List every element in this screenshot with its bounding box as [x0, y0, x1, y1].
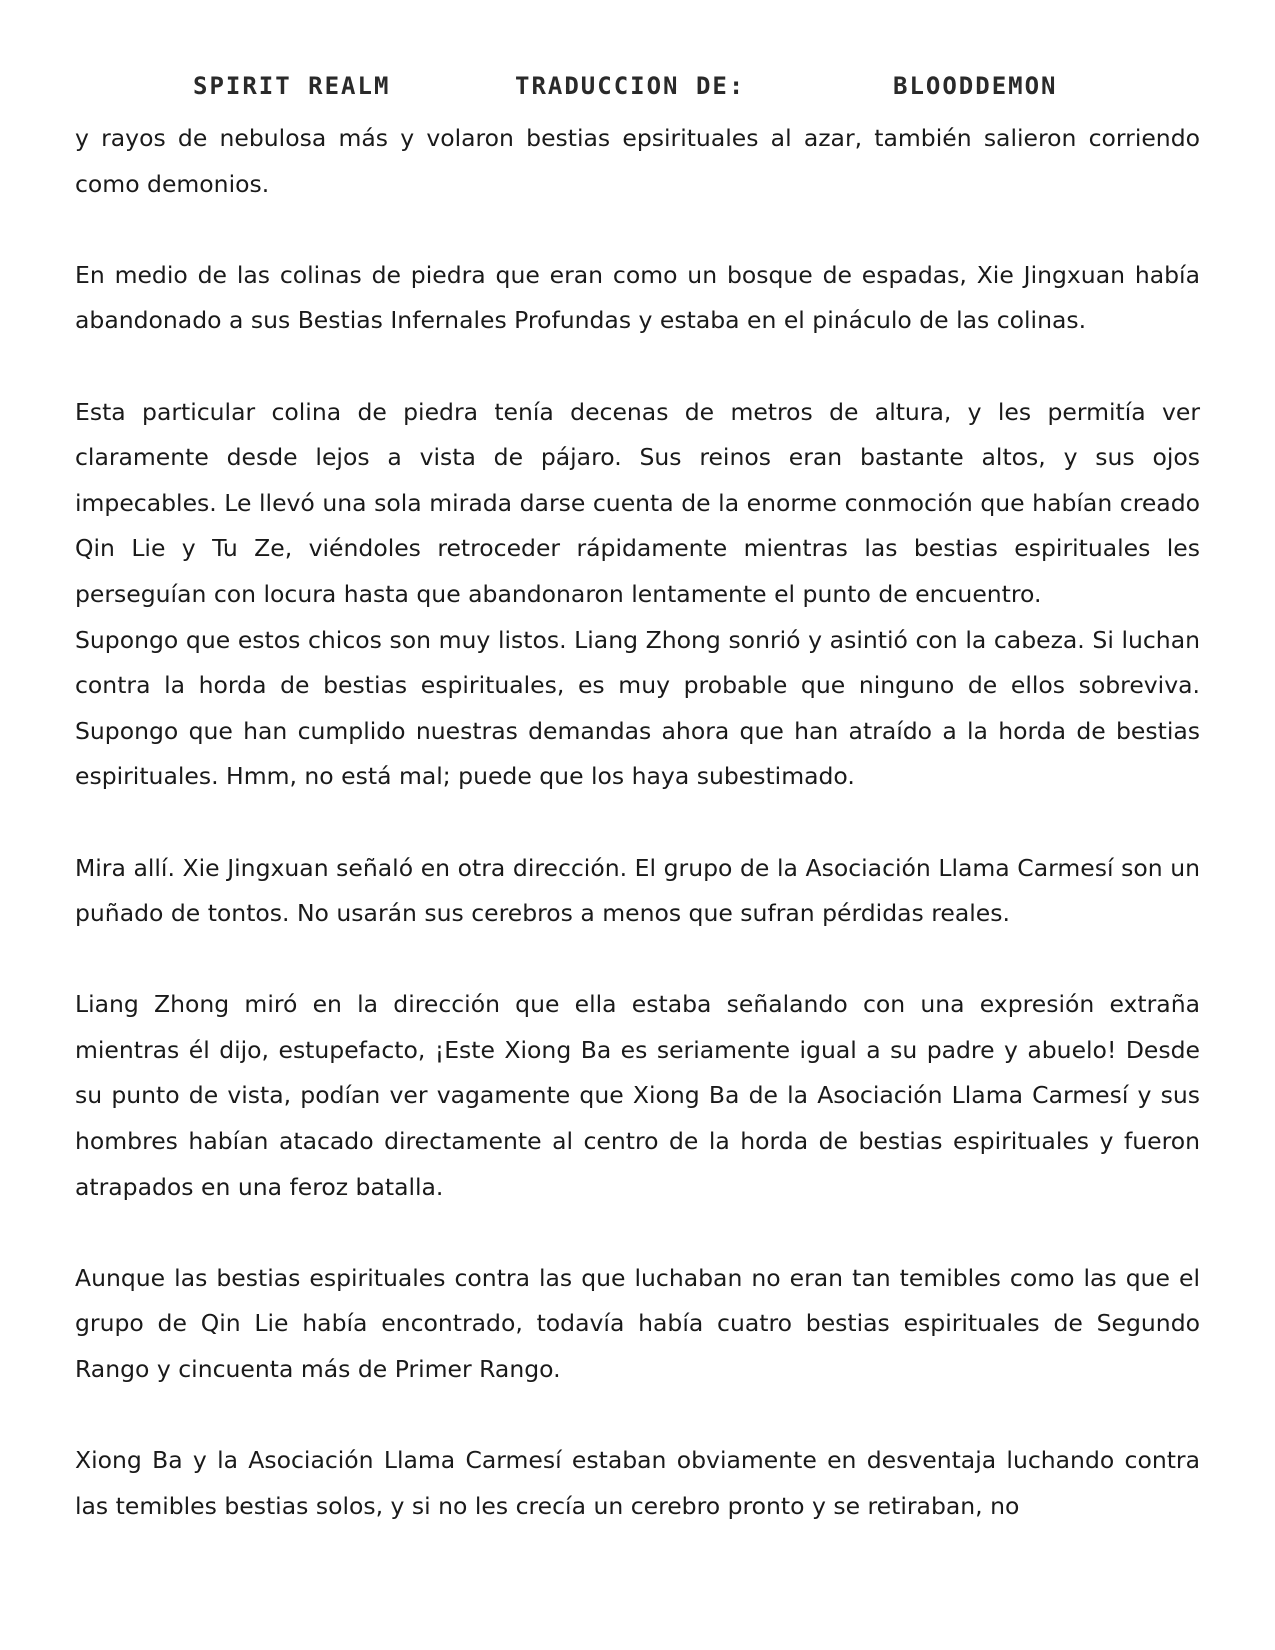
- paragraph: Aunque las bestias espirituales contra las que luchaban no eran tan temibles como las que el grupo de Qin Lie había encontrado, todavía había cuatro bestias espirituales de Segundo Rango y cincuenta más de Primer Rango.: [75, 1263, 1200, 1384]
- paragraph: En medio de las colinas de piedra que eran como un bosque de espadas, Xie Jingxuan había abandonado a sus Bestias Infernales Profundas y estaba en el pináculo de las colinas.: [75, 260, 1200, 335]
- header-translator-name: BLOODDEMON: [893, 72, 1058, 100]
- page-header: [0, 72, 1275, 108]
- paragraph: Esta particular colina de piedra tenía decenas de metros de altura, y les permitía ver claramente desde lejos a vista de pájaro. Sus reinos eran bastante altos, y sus ojos impecables. Le llevó una sola mirada darse cuenta de la enorme conmoción que habían creado Qin Lie y Tu Ze, viéndoles retroceder rápidamente mientras las bestias espirituales les perseguían con locura hasta que abandonaron lentamente el punto de encuentro.: [75, 397, 1200, 608]
- paragraph: Xiong Ba y la Asociación Llama Carmesí estaban obviamente en desventaja luchando contra las temibles bestias solos, y si no les crecía un cerebro pronto y se retiraban, no: [75, 1446, 1200, 1520]
- paragraph: Supongo que estos chicos son muy listos. Liang Zhong sonrió y asintió con la cabeza. Si luchan contra la horda de bestias espirituales, es muy probable que ninguno de ellos sobreviva. Supongo que han cumplido nuestras demandas ahora que han atraído a la horda de bestias espirituales. Hmm, no está mal; puede que los haya subestimado.: [75, 625, 1200, 791]
- paragraph: Liang Zhong miró en la dirección que ella estaba señalando con una expresión extraña mientras él dijo, estupefacto, ¡Este Xiong Ba es seriamente igual a su padre y abuelo! Desde su punto de vista, podían ver vagamente que Xiong Ba de la Asociación Llama Carmesí y sus hombres habían atacado directamente al centro de la horda de bestias espirituales y fueron atrapados en una feroz batalla.: [75, 990, 1200, 1201]
- document-body: [75, 116, 1200, 1575]
- header-translation-label: TRADUCCION DE:: [515, 72, 746, 100]
- header-title: SPIRIT REALM: [193, 72, 391, 100]
- paragraph: Mira allí. Xie Jingxuan señaló en otra dirección. El grupo de la Asociación Llama Carmesí son un puñado de tontos. No usarán sus cerebros a menos que sufran pérdidas reales.: [75, 853, 1200, 928]
- paragraph: y rayos de nebulosa más y volaron bestias epsirituales al azar, también salieron corriendo como demonios.: [75, 124, 1200, 198]
